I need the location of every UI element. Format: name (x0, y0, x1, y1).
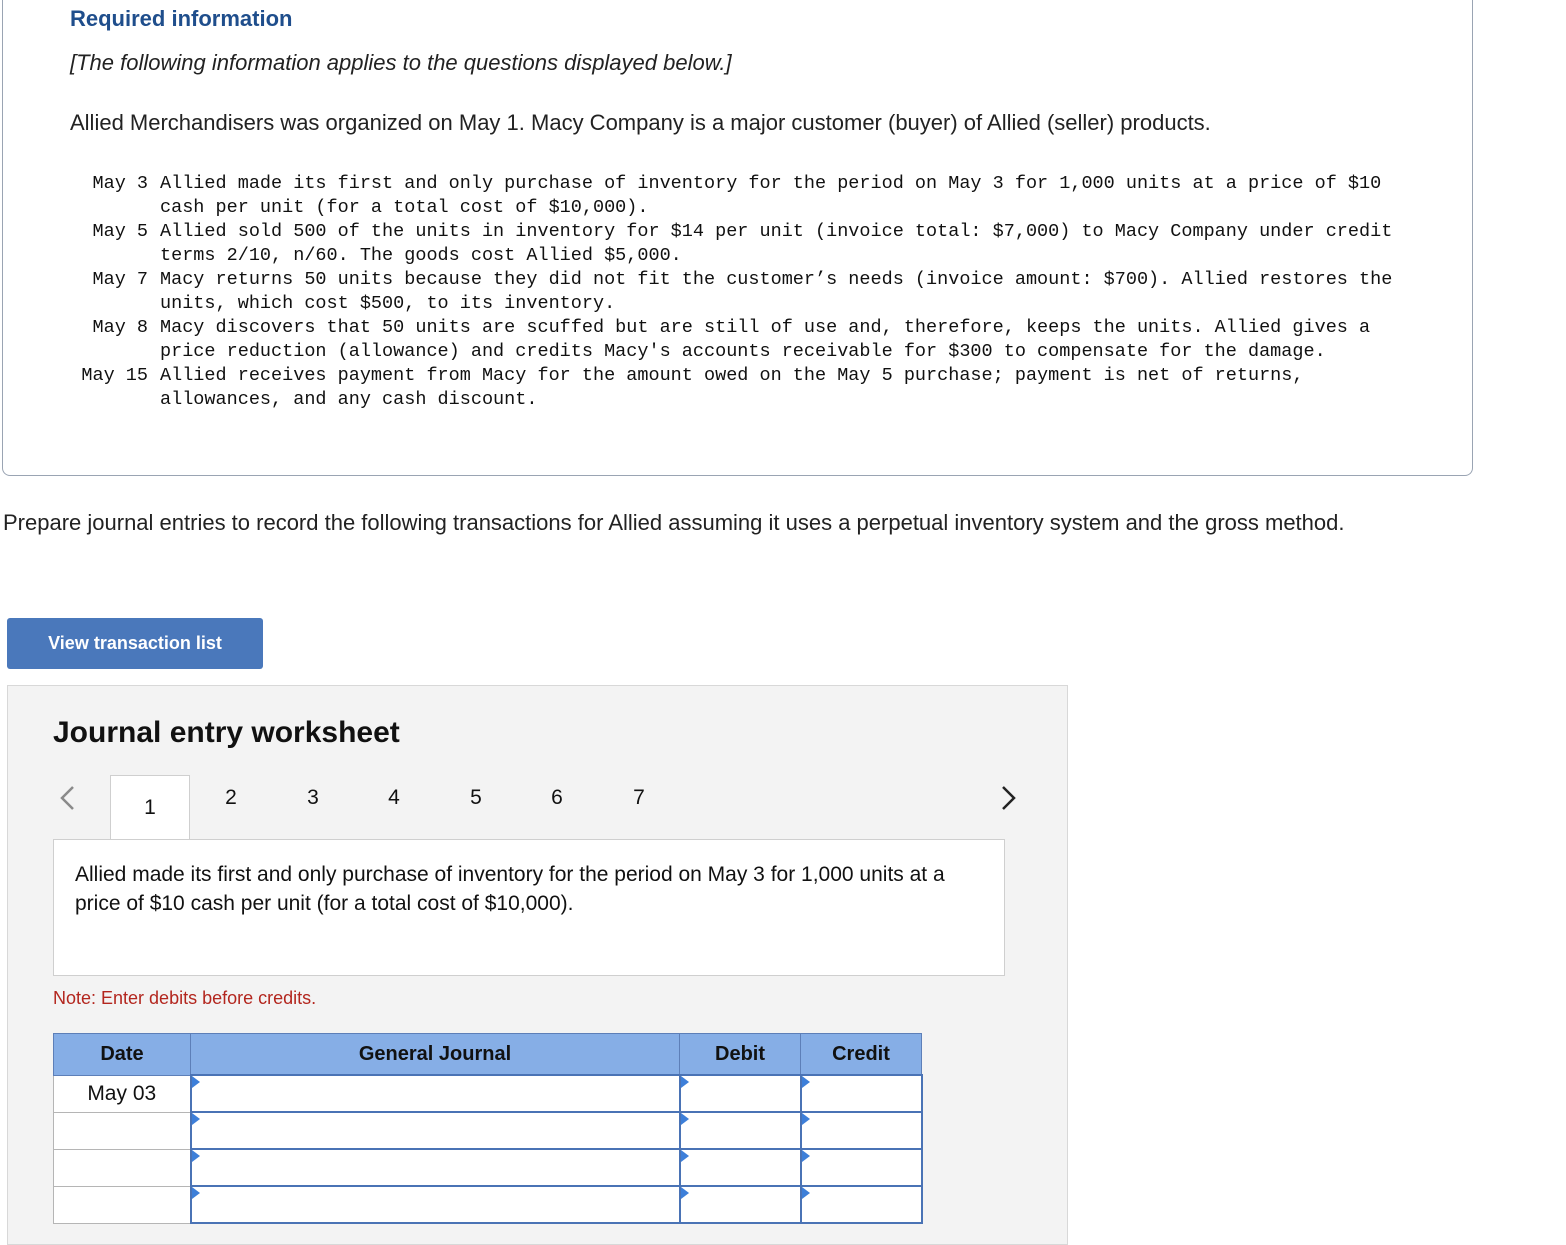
next-arrow[interactable] (994, 781, 1024, 815)
dropdown-marker-icon (681, 1076, 689, 1088)
credit-input[interactable] (801, 1186, 922, 1223)
debit-column-header: Debit (680, 1034, 801, 1076)
question-prompt: Prepare journal entries to record the following transactions for Allied assuming it uses a perpetual inventory system and the gross method. (3, 510, 1345, 535)
tab-label: 3 (307, 786, 319, 809)
required-information-heading: Required information (70, 6, 293, 31)
tab-label: 5 (470, 786, 482, 809)
transaction-date: May 8 (92, 317, 148, 338)
debit-input[interactable] (680, 1112, 801, 1149)
previous-arrow[interactable] (52, 781, 82, 815)
general-journal-input[interactable] (191, 1112, 680, 1149)
transaction-text: Macy returns 50 units because they did not fit the customer’s needs (invoice amount: $700). Allied restores the units, which cost $500, to its inventory. (160, 269, 1393, 314)
transaction-description: Allied made its first and only purchase of inventory for the period on May 3 for 1,000 units at a price of $10 cash per unit (for a total cost of $10,000). (53, 839, 1005, 976)
debits-note: Note: Enter debits before credits. (53, 988, 317, 1008)
transaction-row (60, 220, 1400, 268)
credit-column-header: Credit (801, 1034, 922, 1076)
transaction-row (60, 316, 1400, 364)
tab-label: 1 (144, 795, 156, 819)
transaction-date: May 5 (92, 221, 148, 242)
intro-text: Allied Merchandisers was organized on May 1. Macy Company is a major customer (buyer) of Allied (seller) products. (70, 110, 1211, 135)
dropdown-marker-icon (802, 1187, 810, 1199)
dropdown-marker-icon (681, 1150, 689, 1162)
debit-input[interactable] (680, 1186, 801, 1223)
dropdown-marker-icon (192, 1076, 200, 1088)
tab-label: 2 (225, 786, 237, 809)
chevron-right-icon (1000, 784, 1018, 812)
table-row (54, 1112, 922, 1149)
transaction-text: Allied sold 500 of the units in inventory for $14 per unit (invoice total: $7,000) to Macy Company under credit terms 2/10, n/60. The goods cost Allied $5,000. (160, 221, 1393, 266)
credit-input[interactable] (801, 1149, 922, 1186)
tab-2[interactable] (191, 776, 271, 820)
table-row (54, 1149, 922, 1186)
dropdown-marker-icon (192, 1113, 200, 1125)
dropdown-marker-icon (192, 1150, 200, 1162)
dropdown-marker-icon (681, 1187, 689, 1199)
journal-entry-worksheet (7, 685, 1068, 1245)
general-journal-input[interactable] (191, 1186, 680, 1223)
date-cell (54, 1112, 191, 1149)
general-journal-input[interactable] (191, 1075, 680, 1112)
tab-4[interactable] (354, 776, 434, 820)
tab-label: 4 (388, 786, 400, 809)
credit-input[interactable] (801, 1112, 922, 1149)
debit-input[interactable] (680, 1075, 801, 1112)
tab-3[interactable] (273, 776, 353, 820)
transaction-text: Allied made its first and only purchase of inventory for the period on May 3 for 1,000 units at a price of $10 cash per unit (for a total cost of $10,000). (160, 173, 1382, 218)
tab-7[interactable] (599, 776, 679, 820)
tab-label: 7 (633, 786, 645, 809)
transaction-list (60, 172, 1400, 412)
table-row (54, 1075, 922, 1112)
transaction-row (60, 172, 1400, 220)
credit-input[interactable] (801, 1075, 922, 1112)
transaction-text: Allied receives payment from Macy for the amount owed on the May 5 purchase; payment is net of returns, allowances, and any cash discount. (160, 365, 1304, 410)
tab-label: 6 (551, 786, 563, 809)
tab-1[interactable] (110, 775, 190, 839)
dropdown-marker-icon (681, 1113, 689, 1125)
transaction-date: May 7 (92, 269, 148, 290)
tab-5[interactable] (436, 776, 516, 820)
date-column-header: Date (54, 1034, 191, 1076)
transaction-text: Macy discovers that 50 units are scuffed but are still of use and, therefore, keeps the units. Allied gives a price reduction (allowance) and credits Macy's accounts receivable for $300 to compensate for the damage. (160, 317, 1371, 362)
date-cell: May 03 (54, 1075, 191, 1112)
view-transaction-list-button[interactable]: View transaction list (7, 618, 263, 669)
journal-table (53, 1033, 923, 1224)
applies-note: [The following information applies to the questions displayed below.] (70, 50, 732, 75)
transaction-row (60, 268, 1400, 316)
dropdown-marker-icon (802, 1076, 810, 1088)
date-cell (54, 1186, 191, 1223)
dropdown-marker-icon (192, 1187, 200, 1199)
transaction-date: May 3 (92, 173, 148, 194)
chevron-left-icon (58, 784, 76, 812)
worksheet-title: Journal entry worksheet (53, 716, 400, 749)
date-cell (54, 1149, 191, 1186)
transaction-date: May 15 (81, 365, 148, 386)
general-journal-input[interactable] (191, 1149, 680, 1186)
debit-input[interactable] (680, 1149, 801, 1186)
tab-6[interactable] (517, 776, 597, 820)
dropdown-marker-icon (802, 1150, 810, 1162)
table-row (54, 1186, 922, 1223)
dropdown-marker-icon (802, 1113, 810, 1125)
general-journal-column-header: General Journal (191, 1034, 680, 1076)
journal-header-row (54, 1034, 922, 1076)
transaction-row (60, 364, 1400, 412)
